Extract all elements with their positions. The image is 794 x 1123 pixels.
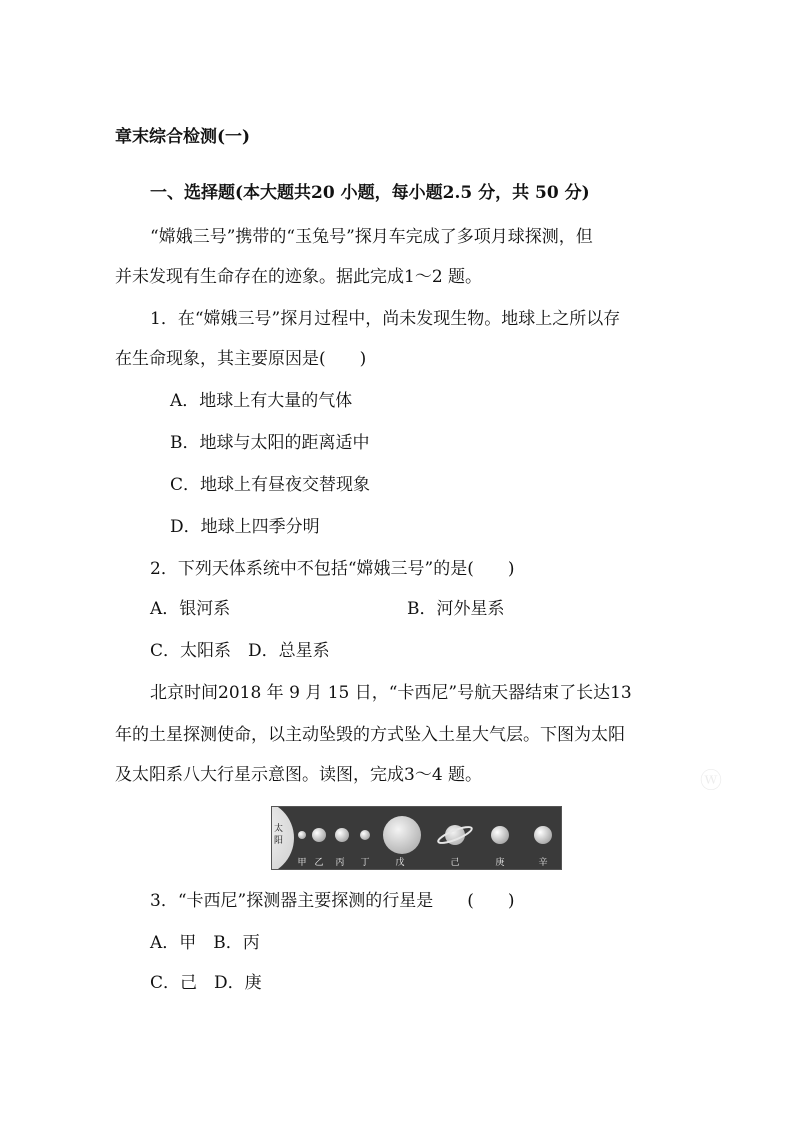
sun-label-bottom: 阳 [274,836,284,846]
planet-geng-icon [491,826,509,844]
q1-option-b: B．地球与太阳的距离适中 [170,433,370,453]
planet-ji-icon [437,824,474,846]
planet-label-jia: 甲 [297,858,307,868]
q3-stem: 3．“卡西尼”探测器主要探测的行星是 ( ) [150,891,515,911]
planet-label-bing: 丙 [335,858,345,868]
planet-label-yi: 乙 [314,858,324,868]
watermark: ⓦ [700,769,723,794]
section-header: 一、选择题(本大题共20 小题，每小题2.5 分，共 50 分) [150,183,590,203]
q2-option-b: B．河外星系 [407,599,505,619]
planet-label-ji: 己 [450,858,460,868]
planet-ding-icon [360,830,370,840]
page-title: 章末综合检测(一) [115,127,251,147]
planet-label-wu: 戊 [395,858,405,868]
q2-option-cd: C．太阳系 D．总星系 [150,641,330,661]
q1-option-a: A．地球上有大量的气体 [170,391,353,411]
q3-option-ab: A．甲 B．丙 [150,933,260,953]
sun-label-top: 太 [274,824,284,834]
planet-label-xin: 辛 [538,858,548,868]
planet-label-ding: 丁 [360,858,370,868]
solar-system-figure [271,806,562,870]
passage2-line3: 及太阳系八大行星示意图。读图，完成3～4 题。 [115,765,483,785]
q1-option-c: C．地球上有昼夜交替现象 [170,475,371,495]
passage1-line2: 并未发现有生命存在的迹象。据此完成1～2 题。 [115,267,483,287]
q1-stem-line2: 在生命现象，其主要原因是( ) [115,349,367,369]
planet-yi-icon [312,828,326,842]
q2-stem: 2．下列天体系统中不包括“嫦娥三号”的是( ) [150,559,515,579]
q2-option-a: A．银河系 [150,599,231,619]
planet-wu-icon [383,816,421,854]
passage2-line2: 年的土星探测使命，以主动坠毁的方式坠入土星大气层。下图为太阳 [115,725,625,745]
passage1-line1: “嫦娥三号”携带的“玉兔号”探月车完成了多项月球探测，但 [150,227,593,247]
planet-jia-icon [298,831,306,839]
planet-xin-icon [534,826,552,844]
q1-stem-line1: 1．在“嫦娥三号”探月过程中，尚未发现生物。地球上之所以存 [150,309,621,329]
q3-option-cd: C．己 D．庚 [150,973,262,993]
planet-bing-icon [335,828,349,842]
q1-option-d: D．地球上四季分明 [170,517,320,537]
passage2-line1: 北京时间2018 年 9 月 15 日，“卡西尼”号航天器结束了长达13 [150,683,632,703]
planet-label-geng: 庚 [495,858,505,868]
